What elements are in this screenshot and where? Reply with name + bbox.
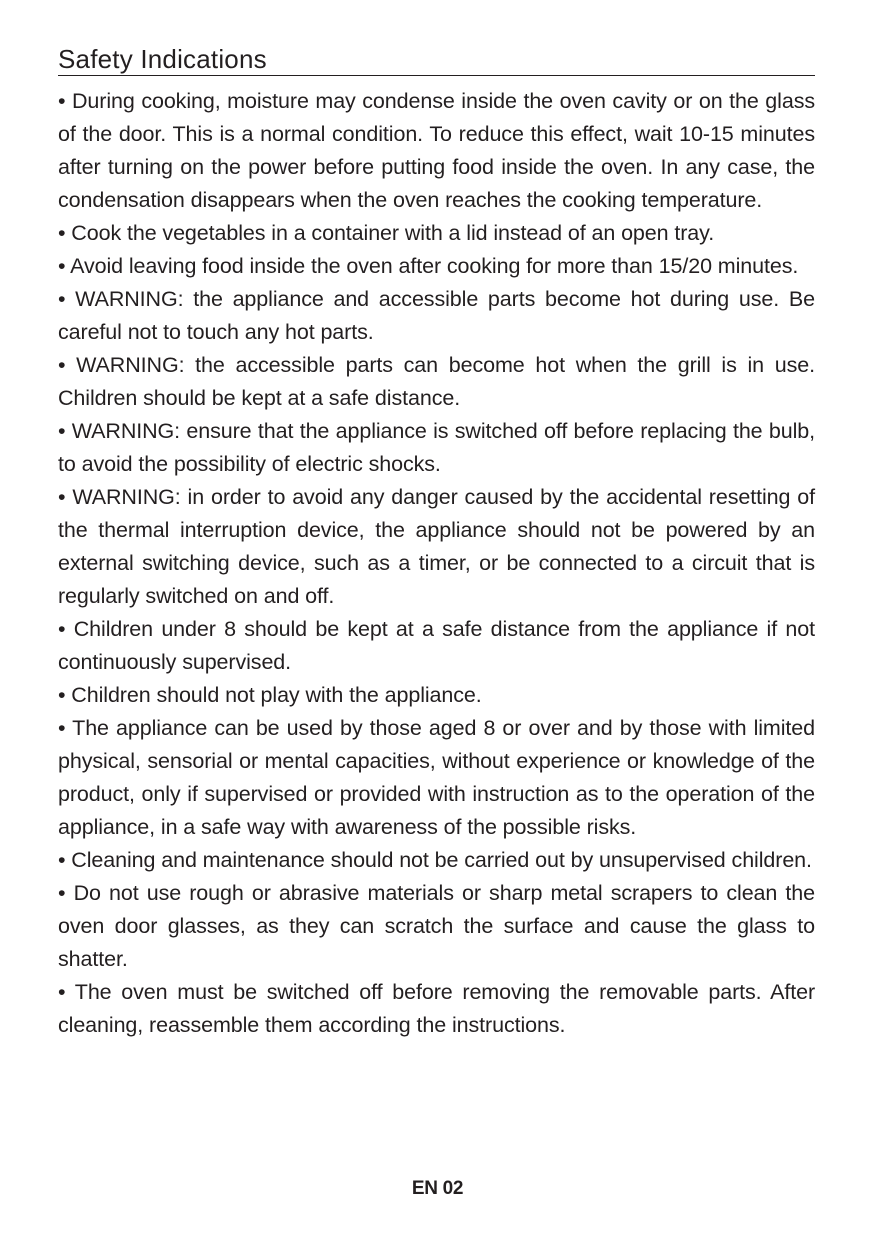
safety-item-leaving-food: • Avoid leaving food inside the oven after cooking for more than 15/20 minutes. xyxy=(58,254,799,278)
safety-item-grill-warning: • WARNING: the accessible parts can become hot when the grill is in use. Children should be kept at a safe distance. xyxy=(58,353,815,410)
section-title: Safety Indications xyxy=(58,44,267,74)
safety-item-bulb-warning: • WARNING: ensure that the appliance is switched off before replacing the bulb, to avoid the possibility of electric shocks. xyxy=(58,419,815,476)
safety-item-hot-parts-warning: • WARNING: the appliance and accessible parts become hot during use. Be careful not to touch any hot parts. xyxy=(58,287,815,344)
safety-item-condensation: • During cooking, moisture may condense inside the oven cavity or on the glass of the door. This is a normal condition. To reduce this effect, wait 10-15 minutes after turning on the power before putting food inside the oven. In any case, the condensation disappears when the oven reaches the cooking temperature. xyxy=(58,89,815,212)
safety-item-children-distance: • Children under 8 should be kept at a safe distance from the appliance if not continuously supervised. xyxy=(58,617,815,674)
safety-item-cleaning-children: • Cleaning and maintenance should not be carried out by unsupervised children. xyxy=(58,848,812,872)
safety-item-abrasive-materials: • Do not use rough or abrasive materials or sharp metal scrapers to clean the oven door glasses, as they can scratch the surface and cause the glass to shatter. xyxy=(58,881,815,971)
section-header xyxy=(58,42,815,76)
safety-item-children-play: • Children should not play with the appliance. xyxy=(58,683,482,707)
safety-list xyxy=(58,85,815,1042)
safety-item-removable-parts: • The oven must be switched off before removing the removable parts. After cleaning, reassemble them according the instructions. xyxy=(58,980,815,1037)
safety-item-thermal-device-warning: • WARNING: in order to avoid any danger caused by the accidental resetting of the thermal interruption device, the appliance should not be powered by an external switching device, such as a timer, or be connected to a circuit that is regularly switched on and off. xyxy=(58,485,815,608)
safety-item-vegetables: • Cook the vegetables in a container with a lid instead of an open tray. xyxy=(58,221,715,245)
safety-item-capacities: • The appliance can be used by those aged 8 or over and by those with limited physical, sensorial or mental capacities, without experience or knowledge of the product, only if supervised or provided with instruction as to the operation of the appliance, in a safe way with awareness of the possible risks. xyxy=(58,716,815,839)
page-number: EN 02 xyxy=(411,1178,464,1199)
